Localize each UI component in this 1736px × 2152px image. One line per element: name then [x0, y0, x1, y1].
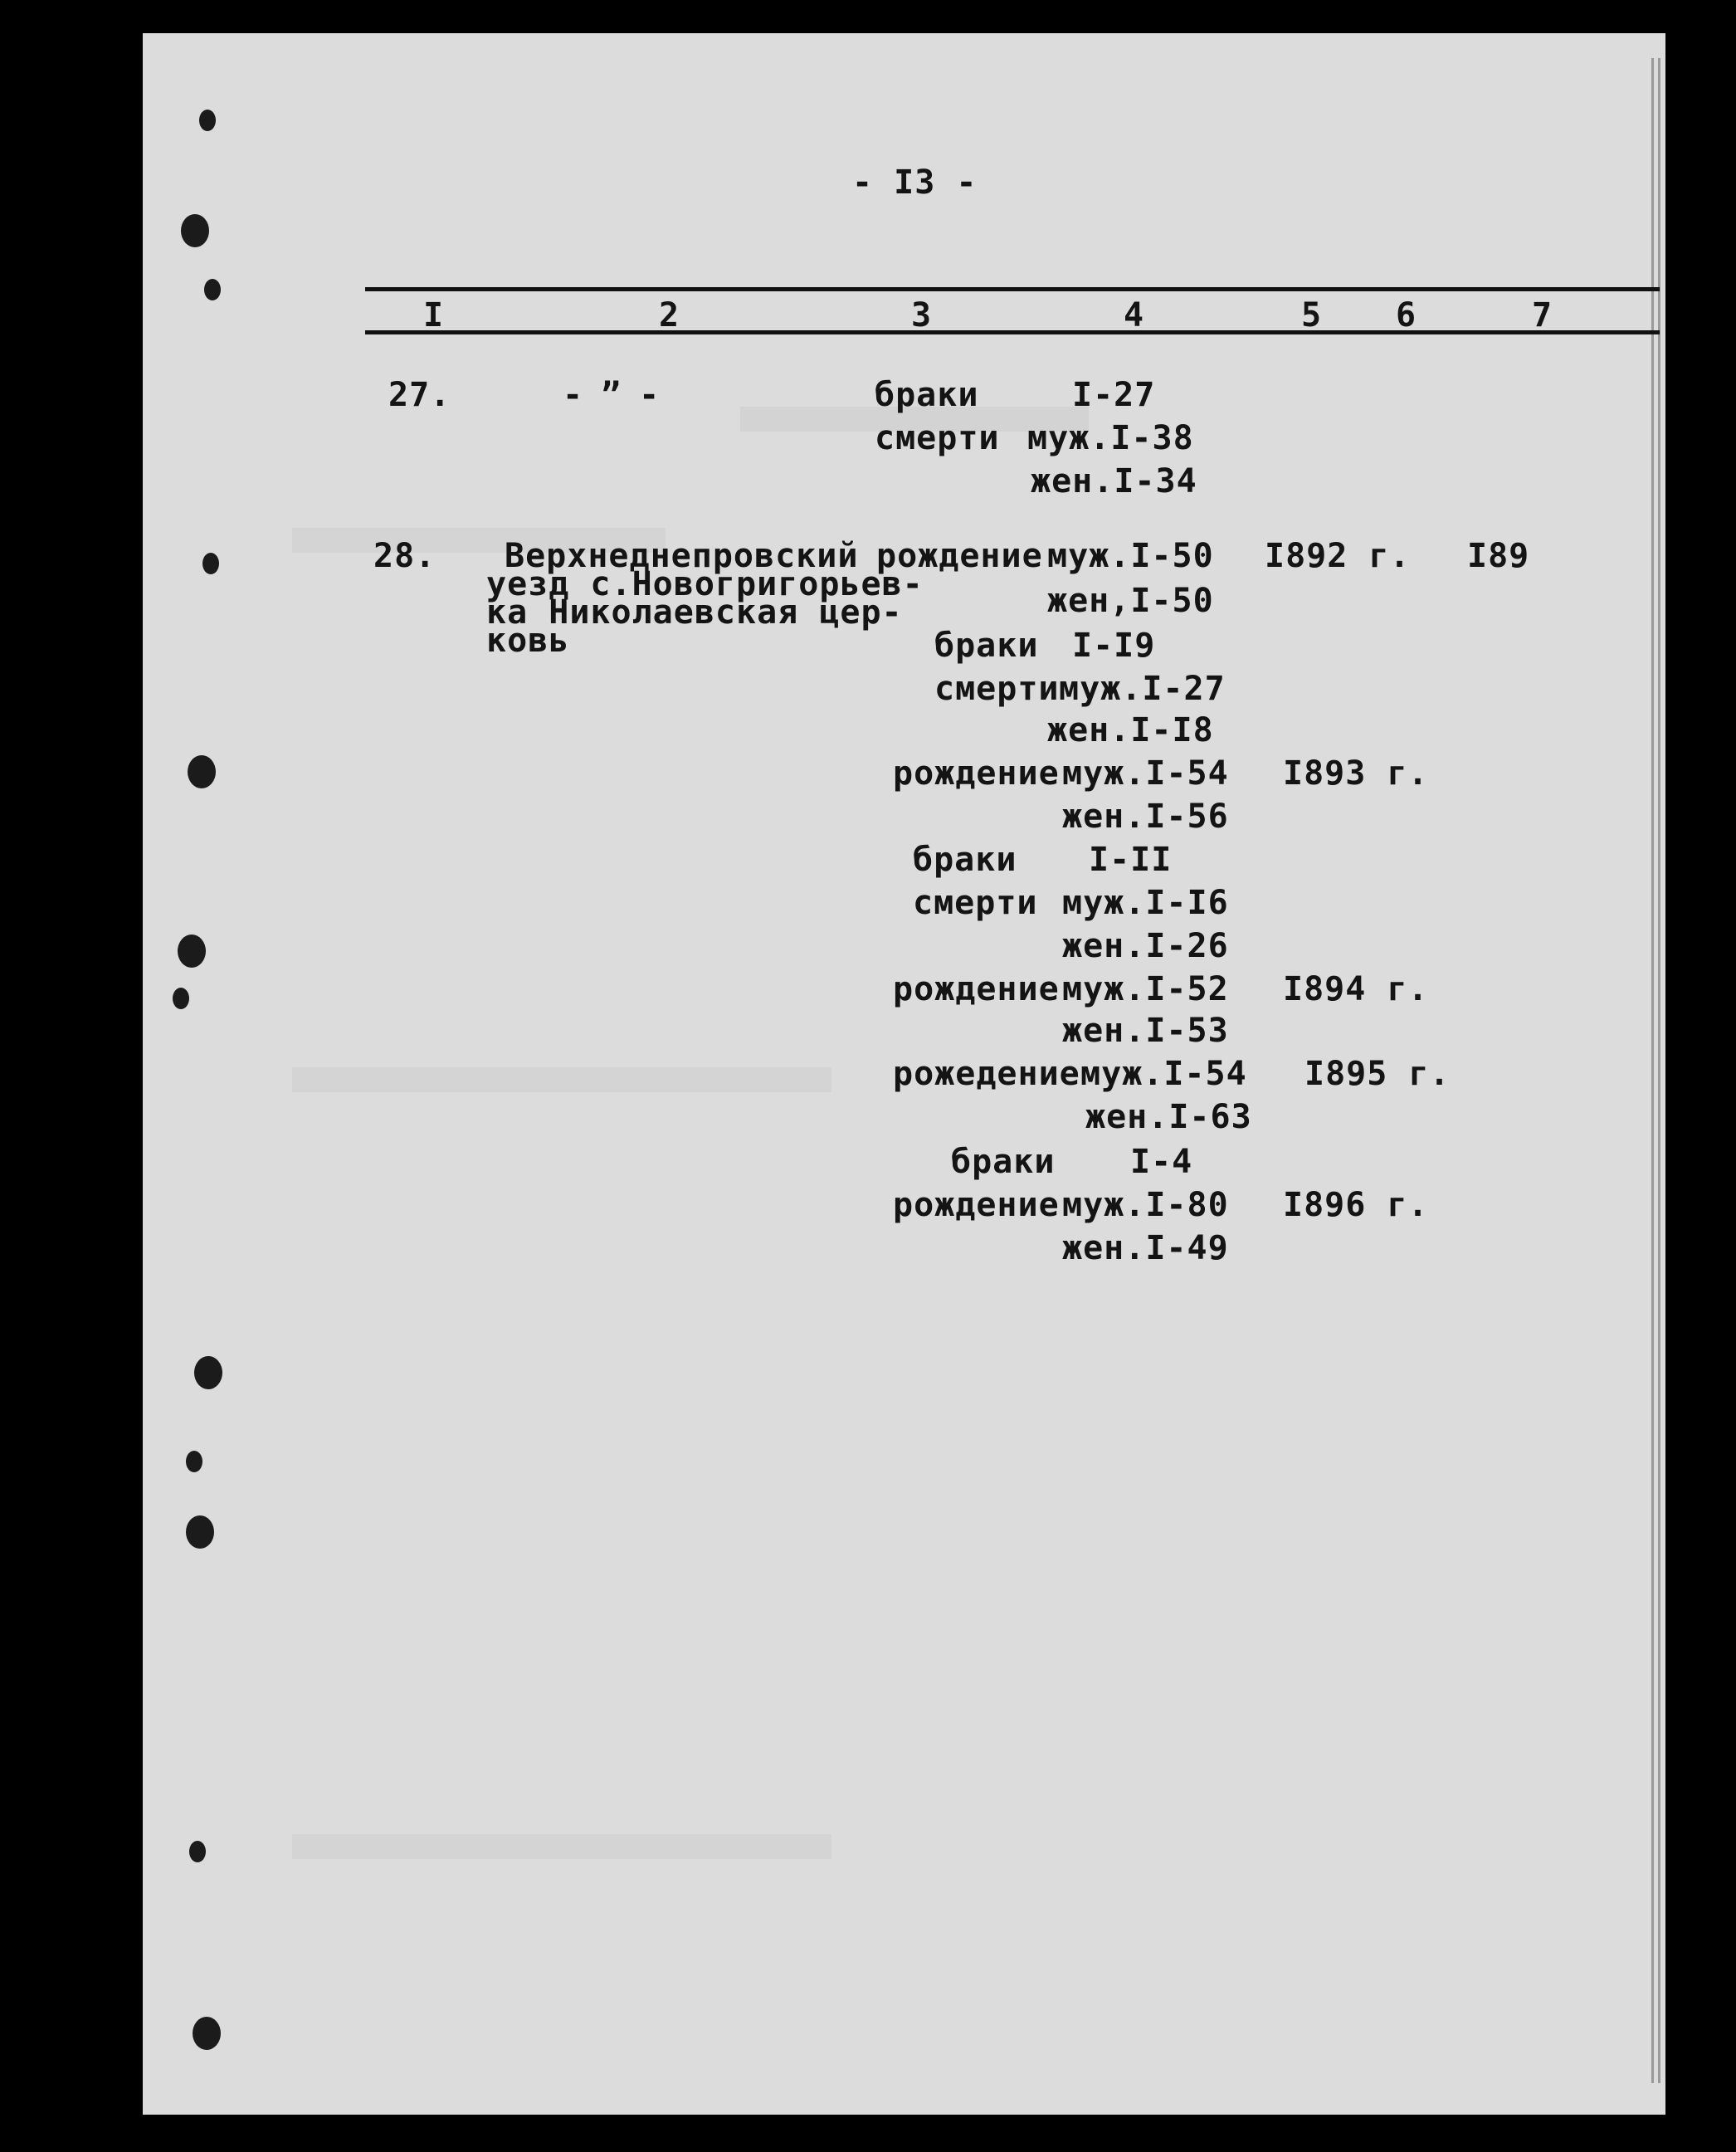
record-count: муж.I-52: [1062, 970, 1229, 1008]
record-count: муж.I-54: [1062, 754, 1229, 793]
record-year: I894 г.: [1283, 970, 1429, 1008]
parish-line: уезд с.Новогригорьев-: [486, 565, 924, 603]
record-count: I-II: [1089, 841, 1173, 879]
record-year: I896 г.: [1283, 1186, 1429, 1224]
punch-hole: [204, 279, 221, 300]
record-type: смерти: [875, 419, 1000, 457]
record-type: рождение: [893, 754, 1060, 793]
ditto-mark: -”-: [563, 376, 678, 414]
punch-hole: [189, 1841, 206, 1862]
record-type: браки: [913, 841, 1017, 879]
record-type: смерти: [934, 670, 1060, 708]
record-count: жен.I-49: [1062, 1229, 1229, 1267]
record-count: жен.I-26: [1062, 927, 1229, 965]
record-count: муж.I-50: [1047, 537, 1214, 575]
entry-number: 28.: [373, 537, 436, 575]
record-count: I-I9: [1072, 627, 1156, 665]
punch-hole: [186, 1451, 202, 1472]
record-count: I-27: [1072, 376, 1156, 414]
record-col6: I89: [1467, 537, 1530, 575]
punch-hole: [193, 2017, 221, 2050]
record-count: муж.I-27: [1059, 670, 1226, 708]
record-count: муж.I-38: [1027, 419, 1194, 457]
entry-number: 27.: [388, 376, 451, 414]
record-type: рождение: [893, 1186, 1060, 1224]
record-count: жен.I-63: [1085, 1098, 1252, 1136]
record-year: I892 г.: [1265, 537, 1411, 575]
punch-hole: [199, 110, 216, 131]
record-year: I893 г.: [1283, 754, 1429, 793]
record-type: браки: [934, 627, 1039, 665]
punch-hole: [178, 934, 206, 968]
record-count: жен.I-53: [1062, 1012, 1229, 1050]
column-header: 3: [911, 296, 933, 334]
record-type: смерти: [913, 884, 1038, 922]
punch-hole: [186, 1515, 214, 1549]
column-header: 5: [1301, 296, 1323, 334]
record-count: муж.I-I6: [1062, 884, 1229, 922]
record-type: браки: [875, 376, 979, 414]
record-count: жен.I-34: [1031, 462, 1197, 500]
record-count: муж.I-80: [1062, 1186, 1229, 1224]
record-count: I-4: [1130, 1143, 1193, 1181]
header-rule-bottom: [365, 330, 1660, 334]
bleed-through-mark: [292, 1834, 831, 1859]
column-header: I: [423, 296, 445, 334]
record-type: рожедение: [893, 1055, 1080, 1093]
record-type: браки: [951, 1143, 1056, 1181]
record-type: рождение: [893, 970, 1060, 1008]
parish-line: Верхнеднепровский: [505, 537, 859, 575]
header-rule-top: [365, 287, 1660, 291]
punch-hole: [188, 755, 216, 788]
archive-page: [143, 33, 1665, 2115]
punch-hole: [194, 1356, 222, 1389]
column-header: 7: [1532, 296, 1553, 334]
record-count: жен.I-I8: [1047, 711, 1214, 749]
record-year: I895 г.: [1304, 1055, 1451, 1093]
page-number: - I3 -: [852, 163, 978, 202]
parish-line: ка Николаевская цер-: [486, 593, 903, 632]
page-edge: [1658, 58, 1660, 2083]
punch-hole: [181, 214, 209, 247]
record-count: жен,I-50: [1047, 582, 1214, 620]
column-header: 4: [1124, 296, 1145, 334]
punch-hole: [173, 988, 189, 1009]
punch-hole: [202, 553, 219, 574]
record-count: жен.I-56: [1062, 798, 1229, 836]
page-edge: [1651, 58, 1654, 2083]
record-count: муж.I-54: [1080, 1055, 1247, 1093]
record-type: рождение: [876, 537, 1043, 575]
bleed-through-mark: [292, 1067, 831, 1092]
parish-line: ковь: [486, 622, 570, 660]
column-header: 6: [1396, 296, 1417, 334]
column-header: 2: [659, 296, 680, 334]
